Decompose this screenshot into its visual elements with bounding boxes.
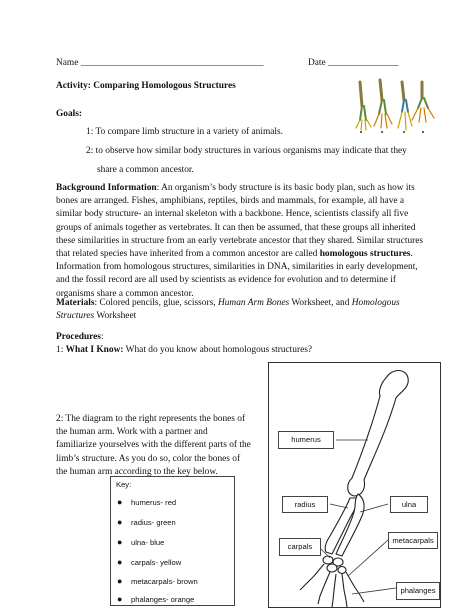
color-key-box (110, 476, 235, 606)
step-2-line: familiarize yourselves with the different parts of the (56, 440, 251, 451)
label-phalanges[interactable]: phalanges (396, 582, 440, 600)
materials-text-a: : Colored pencils, glue, scissors, (94, 298, 218, 308)
materials-item-2: Homologous Structures (56, 298, 400, 322)
human-arm-skeleton-illustration (268, 362, 441, 608)
label-humerus[interactable]: humerus (278, 431, 334, 449)
materials-text-c: Worksheet (94, 311, 137, 322)
background-paragraph (56, 182, 424, 301)
materials-label: Materials (56, 298, 95, 308)
bullet-icon: ● (117, 594, 123, 604)
goal-2-line-1: 2: to observe how similar body structures in various organisms may indicate that they (86, 146, 407, 156)
label-ulna[interactable]: ulna (390, 496, 428, 513)
procedure-step-2 (56, 413, 276, 479)
procedure-step-1: 1: What I Know: What do you know about homologous structures? (56, 345, 313, 355)
key-item-ulna: ● ulna- blue (117, 537, 165, 547)
name-label: Name (56, 58, 79, 68)
activity-title: Activity: Comparing Homologous Structures (56, 81, 236, 91)
bullet-icon: ● (117, 576, 123, 586)
materials-item-1: Human Arm Bones (217, 298, 290, 308)
name-line (56, 57, 264, 70)
date-label: Date (308, 58, 326, 68)
key-item-radius: ● radius- green (117, 517, 176, 527)
goal-2-line-2: share a common ancestor. (97, 165, 194, 175)
bullet-icon: ● (117, 557, 123, 567)
background-text-a: : An organism’s body structure is its basic body plan, such as how its bones are arranged. Fishes, amphibians, reptiles, birds and mammals, for example, all have a similar body structure- an internal skeleton with a backbone. Hence, scientists classify all five groups of animals together as vertebrates. It can then be assumed, that these groups all inherited these similarities in structure from an early vertebrate ancestor that they shared. Similar structures that related species have inherited from a common ancestor are called (56, 183, 424, 260)
background-text-b: . Information from homologous structures, similarities in DNA, similarities in early development, and the fossil record are all used by scientists as evidence for evolution and to determine if organisms share a common ancestor. (56, 249, 418, 299)
step-2-line: 2: The diagram to the right represents the bones of (56, 414, 246, 424)
humerus-bone (348, 371, 409, 497)
goal-1: 1: To compare limb structure in a variety of animals. (86, 127, 284, 137)
key-item-phalanges: ● phalanges- orange (117, 594, 195, 604)
key-title: Key: (116, 480, 132, 489)
step-1-label: What I Know: (65, 345, 124, 355)
date-line (308, 57, 398, 70)
label-radius[interactable]: radius (282, 496, 328, 513)
limb-icon (398, 82, 412, 130)
phalanges-bones (300, 576, 364, 607)
step-2-line: the human arm. Work with a partner and (56, 427, 208, 438)
carpal-bones (323, 556, 346, 574)
key-item-humerus: ● humerus- red (117, 497, 177, 507)
key-item-carpals: ● carpals- yellow (117, 557, 182, 567)
bullet-icon: ● (117, 537, 123, 547)
label-carpals[interactable]: carpals (279, 538, 321, 556)
goals-heading: Goals: (56, 109, 83, 119)
homologous-term: homologous structures (319, 249, 411, 260)
limb-icon (412, 82, 434, 122)
key-item-metacarpals: ● metacarpals- brown (117, 576, 198, 586)
step-2-line: limb’s structure. As you do so, color the bones of (56, 453, 241, 464)
background-label: Background Information (56, 183, 157, 193)
bullet-icon: ● (117, 497, 123, 507)
limb-icon (356, 82, 371, 130)
step-2-line: the human arm according to the key below. (56, 466, 218, 477)
materials-paragraph (56, 297, 424, 323)
label-metacarpals[interactable]: metacarpals (388, 532, 438, 549)
bullet-icon: ● (117, 517, 123, 527)
materials-text-b: Worksheet, and (289, 298, 352, 308)
limb-icon (374, 80, 392, 128)
date-blank[interactable]: _______________ (328, 58, 399, 68)
procedures-heading: Procedures: (56, 332, 104, 342)
name-blank[interactable]: _______________________________________ (80, 58, 264, 68)
homologous-limbs-illustration (346, 76, 436, 134)
